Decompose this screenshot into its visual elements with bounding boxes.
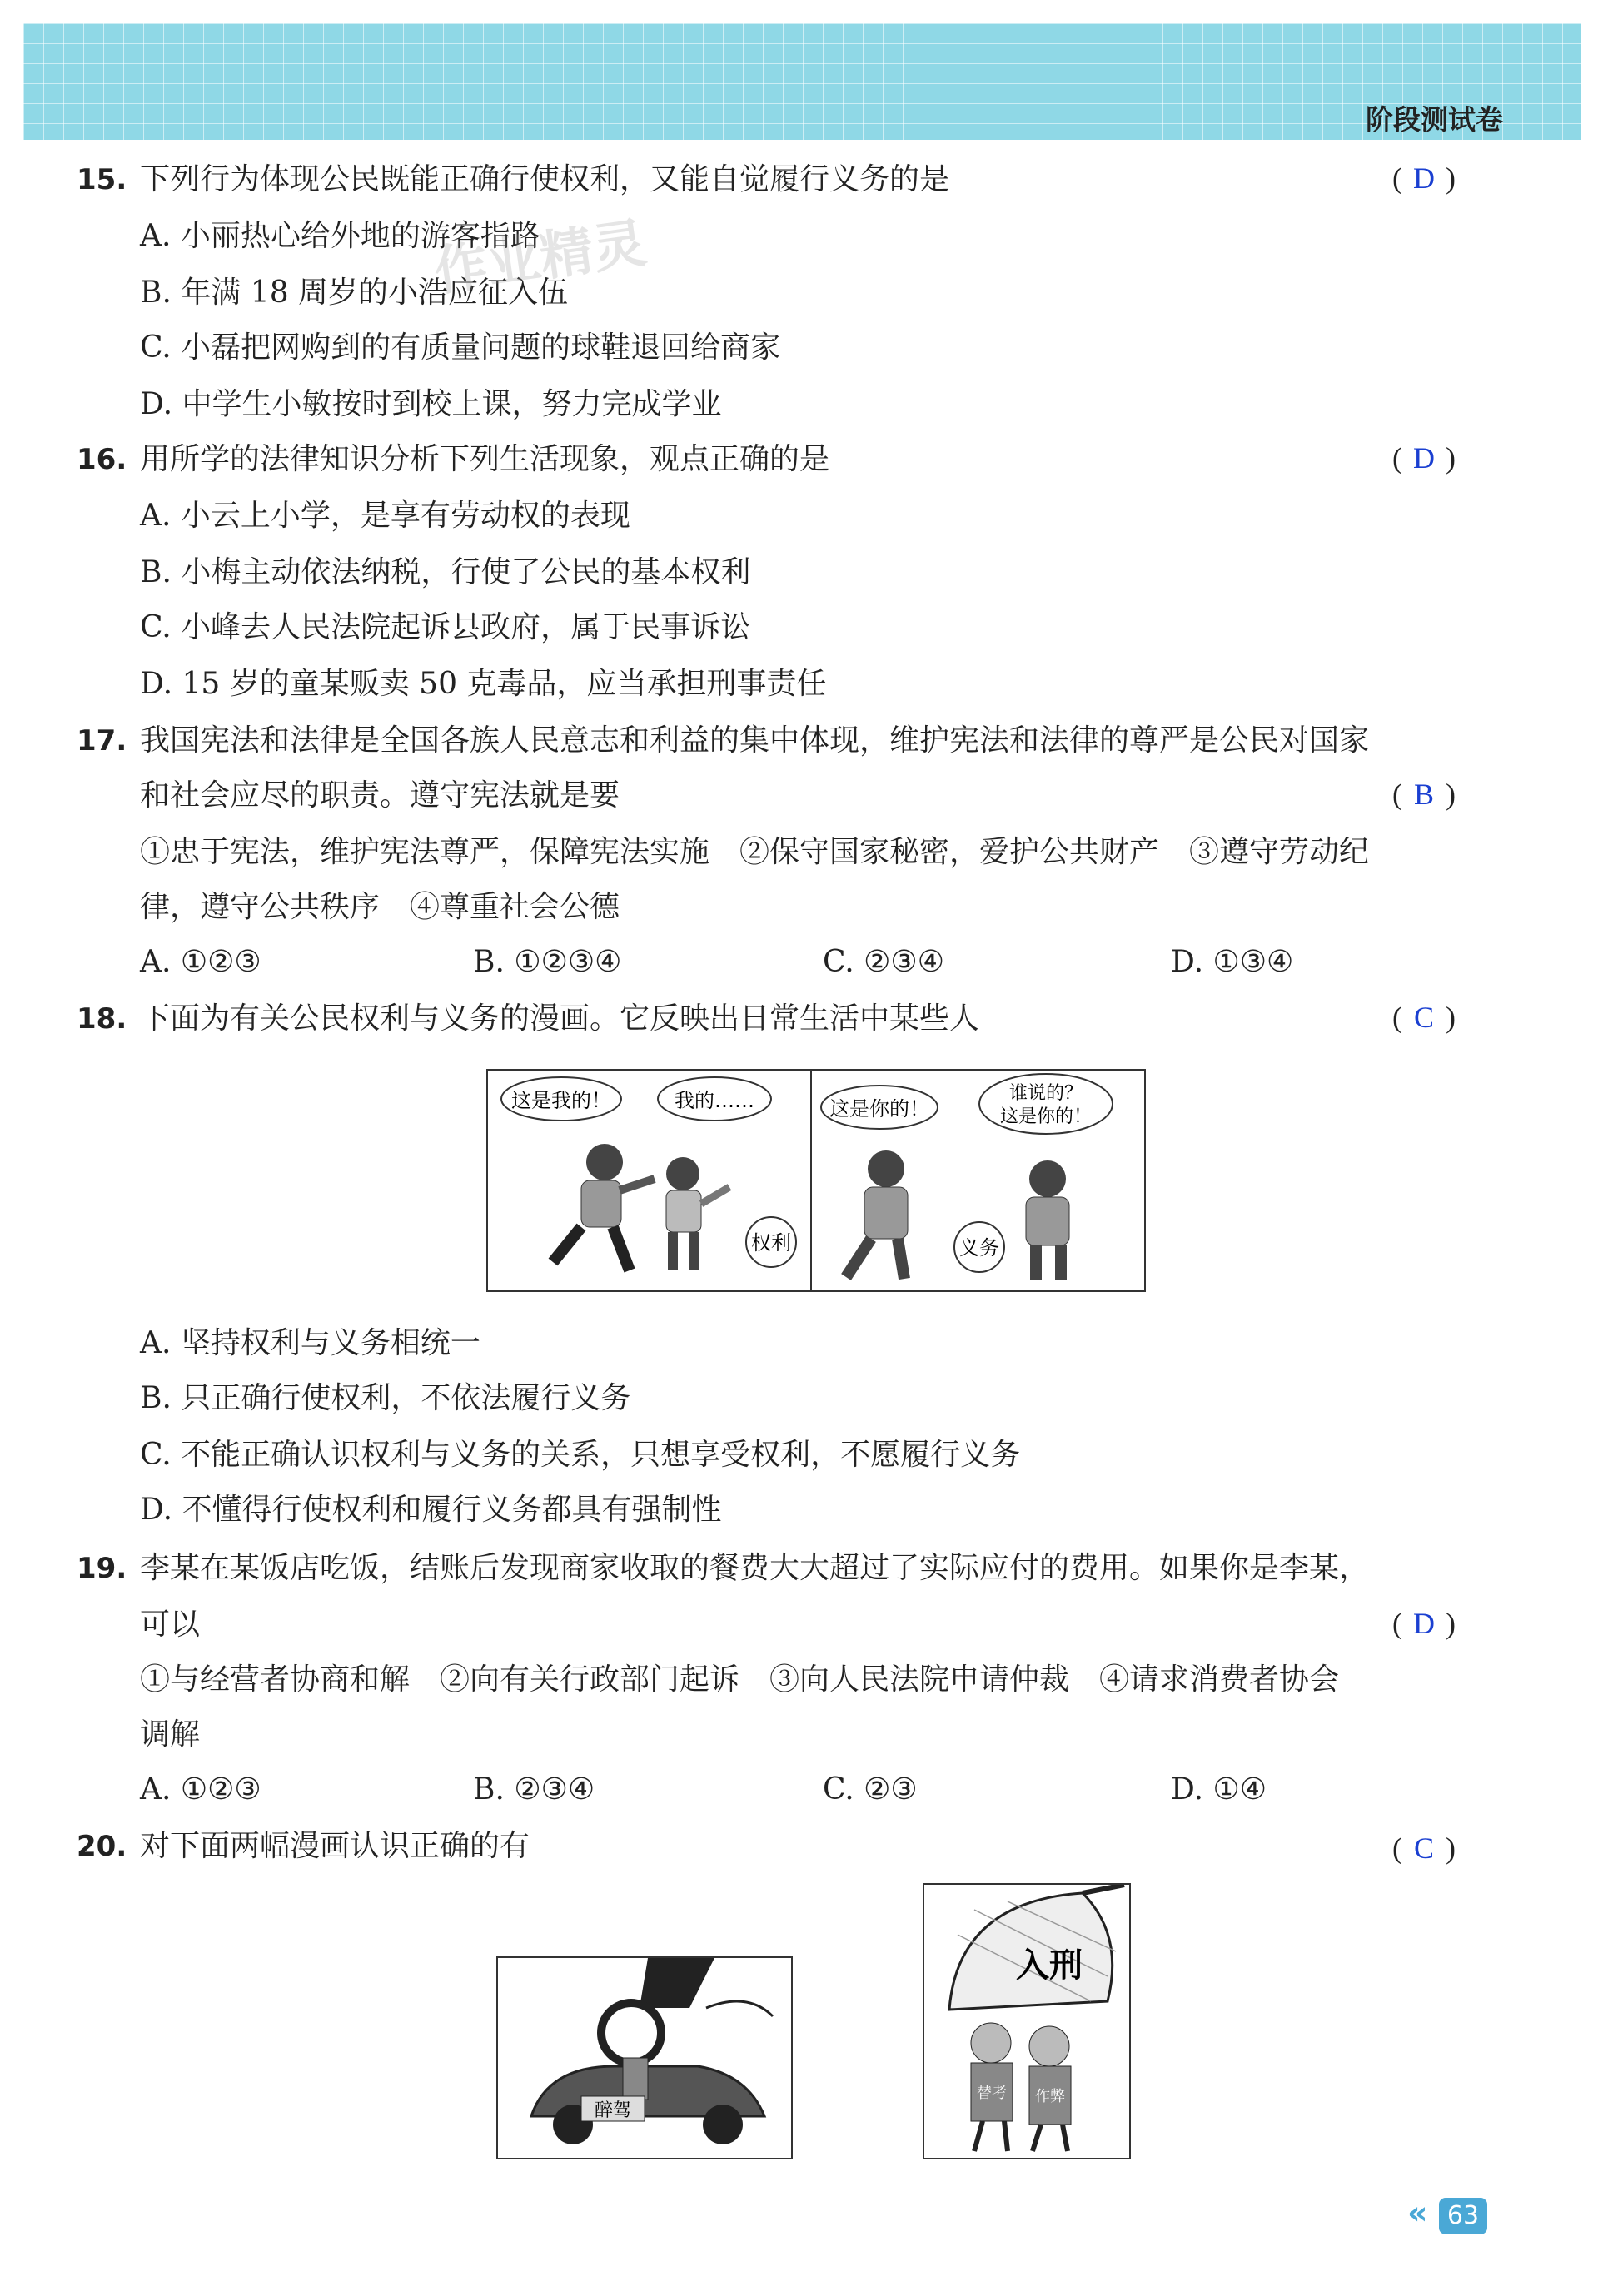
q16-option-c: C. 小峰去人民法院起诉县政府，属于民事诉讼 [140, 610, 751, 644]
question-20-stem: 对下面两幅漫画认识正确的有 [140, 1829, 530, 1863]
question-17-answer: ( B ) [1392, 778, 1456, 811]
bubble-this-is-mine: 这是我的！ [511, 1089, 611, 1112]
page-chevron-icon: « [1407, 2194, 1428, 2231]
substitute-exam-sign: 替考 [977, 2085, 1007, 2102]
question-17-statements-2: 律，遵守公共秩序 ④尊重社会公德 [140, 890, 620, 924]
page-number: 63 [1439, 2198, 1487, 2234]
duties-tag: 义务 [959, 1236, 999, 1260]
rights-tag: 权利 [751, 1231, 791, 1255]
question-18-answer: ( C ) [1392, 1001, 1456, 1034]
question-16-answer: ( D ) [1392, 441, 1456, 475]
q18-option-a: A. 坚持权利与义务相统一 [140, 1326, 480, 1360]
q19-option-c: C. ②③ [823, 1772, 918, 1806]
cheating-sign: 作弊 [1035, 2088, 1065, 2105]
question-17-stem-1: 我国宪法和法律是全国各族人民意志和利益的集中体现，维护宪法和法律的尊严是公民对国家 [140, 723, 1370, 758]
q18-option-b: B. 只正确行使权利，不依法履行义务 [140, 1381, 631, 1415]
q15-option-c: C. 小磊把网购到的有质量问题的球鞋退回给商家 [140, 330, 781, 365]
q15-option-d: D. 中学生小敏按时到校上课，努力完成学业 [140, 387, 722, 421]
question-16-number: 16. [77, 443, 127, 476]
question-17-number: 17. [77, 724, 127, 758]
drunk-driving-drawing [498, 1958, 791, 2158]
question-19-stem-1: 李某在某饭店吃饭，结账后发现商家收取的餐费大大超过了实际应付的费用。如果你是李某， [140, 1551, 1370, 1585]
q16-option-a: A. 小云上小学，是享有劳动权的表现 [140, 499, 630, 533]
q17-option-c: C. ②③④ [823, 945, 944, 979]
q17-option-b: B. ①②③④ [473, 945, 622, 979]
section-label: 阶段测试卷 [1366, 103, 1503, 136]
question-15-stem: 下列行为体现公民既能正确行使权利，又能自觉履行义务的是 [140, 162, 950, 196]
watermark: 作业精灵 [430, 212, 650, 304]
q18-option-d: D. 不懂得行使权利和履行义务都具有强制性 [140, 1493, 722, 1527]
q16-option-b: B. 小梅主动依法纳税，行使了公民的基本权利 [140, 555, 751, 589]
question-15-answer: ( D ) [1392, 162, 1456, 195]
question-19-number: 19. [77, 1552, 127, 1585]
q19-option-d: D. ①④ [1171, 1772, 1267, 1806]
drunk-driving-sign: 醉驾 [594, 2100, 632, 2121]
bubble-this-is-yours-2: 这是你的！ [999, 1106, 1093, 1127]
criminal-law-title: 入刑 [1016, 1946, 1083, 1985]
q19-option-a: A. ①②③ [140, 1772, 261, 1806]
drunk-driving-cartoon [496, 1956, 793, 2159]
question-19-answer: ( D ) [1392, 1607, 1456, 1640]
header-band [23, 23, 1581, 140]
bubble-mine: 我的…… [675, 1089, 754, 1112]
question-17-statements-1: ①忠于宪法，维护宪法尊严，保障宪法实施 ②保守国家秘密，爱护公共财产 ③遵守劳动纪 [140, 835, 1370, 869]
question-19-statements-2: 调解 [140, 1717, 201, 1752]
exam-cheating-drawing [924, 1885, 1129, 2158]
question-20-number: 20. [77, 1830, 127, 1863]
question-20-answer: ( C ) [1392, 1831, 1456, 1865]
question-16-stem: 用所学的法律知识分析下列生活现象，观点正确的是 [140, 442, 830, 476]
question-17-stem-2: 和社会应尽的职责。遵守宪法就是要 [140, 778, 620, 813]
q17-option-d: D. ①③④ [1171, 945, 1294, 979]
question-15-number: 15. [77, 163, 127, 196]
bubble-this-is-yours: 这是你的！ [829, 1097, 929, 1121]
cartoon-drawing [488, 1071, 1144, 1290]
rights-duties-cartoon [486, 1069, 1146, 1292]
q16-option-d: D. 15 岁的童某贩卖 50 克毒品，应当承担刑事责任 [140, 667, 827, 701]
q19-option-b: B. ②③④ [473, 1772, 595, 1806]
bubble-who-said: 谁说的？ [1008, 1083, 1083, 1104]
q17-option-a: A. ①②③ [140, 945, 261, 979]
q15-option-a: A. 小丽热心给外地的游客指路 [140, 219, 540, 253]
question-18-number: 18. [77, 1002, 127, 1036]
exam-cheating-cartoon [923, 1883, 1131, 2159]
q18-option-c: C. 不能正确认识权利与义务的关系，只想享受权利，不愿履行义务 [140, 1438, 1021, 1472]
question-19-statements-1: ①与经营者协商和解 ②向有关行政部门起诉 ③向人民法院申请仲裁 ④请求消费者协会 [140, 1662, 1340, 1697]
q15-option-b: B. 年满 18 周岁的小浩应征入伍 [140, 276, 569, 310]
question-18-stem: 下面为有关公民权利与义务的漫画。它反映出日常生活中某些人 [140, 1001, 980, 1036]
question-19-stem-2: 可以 [140, 1608, 201, 1642]
